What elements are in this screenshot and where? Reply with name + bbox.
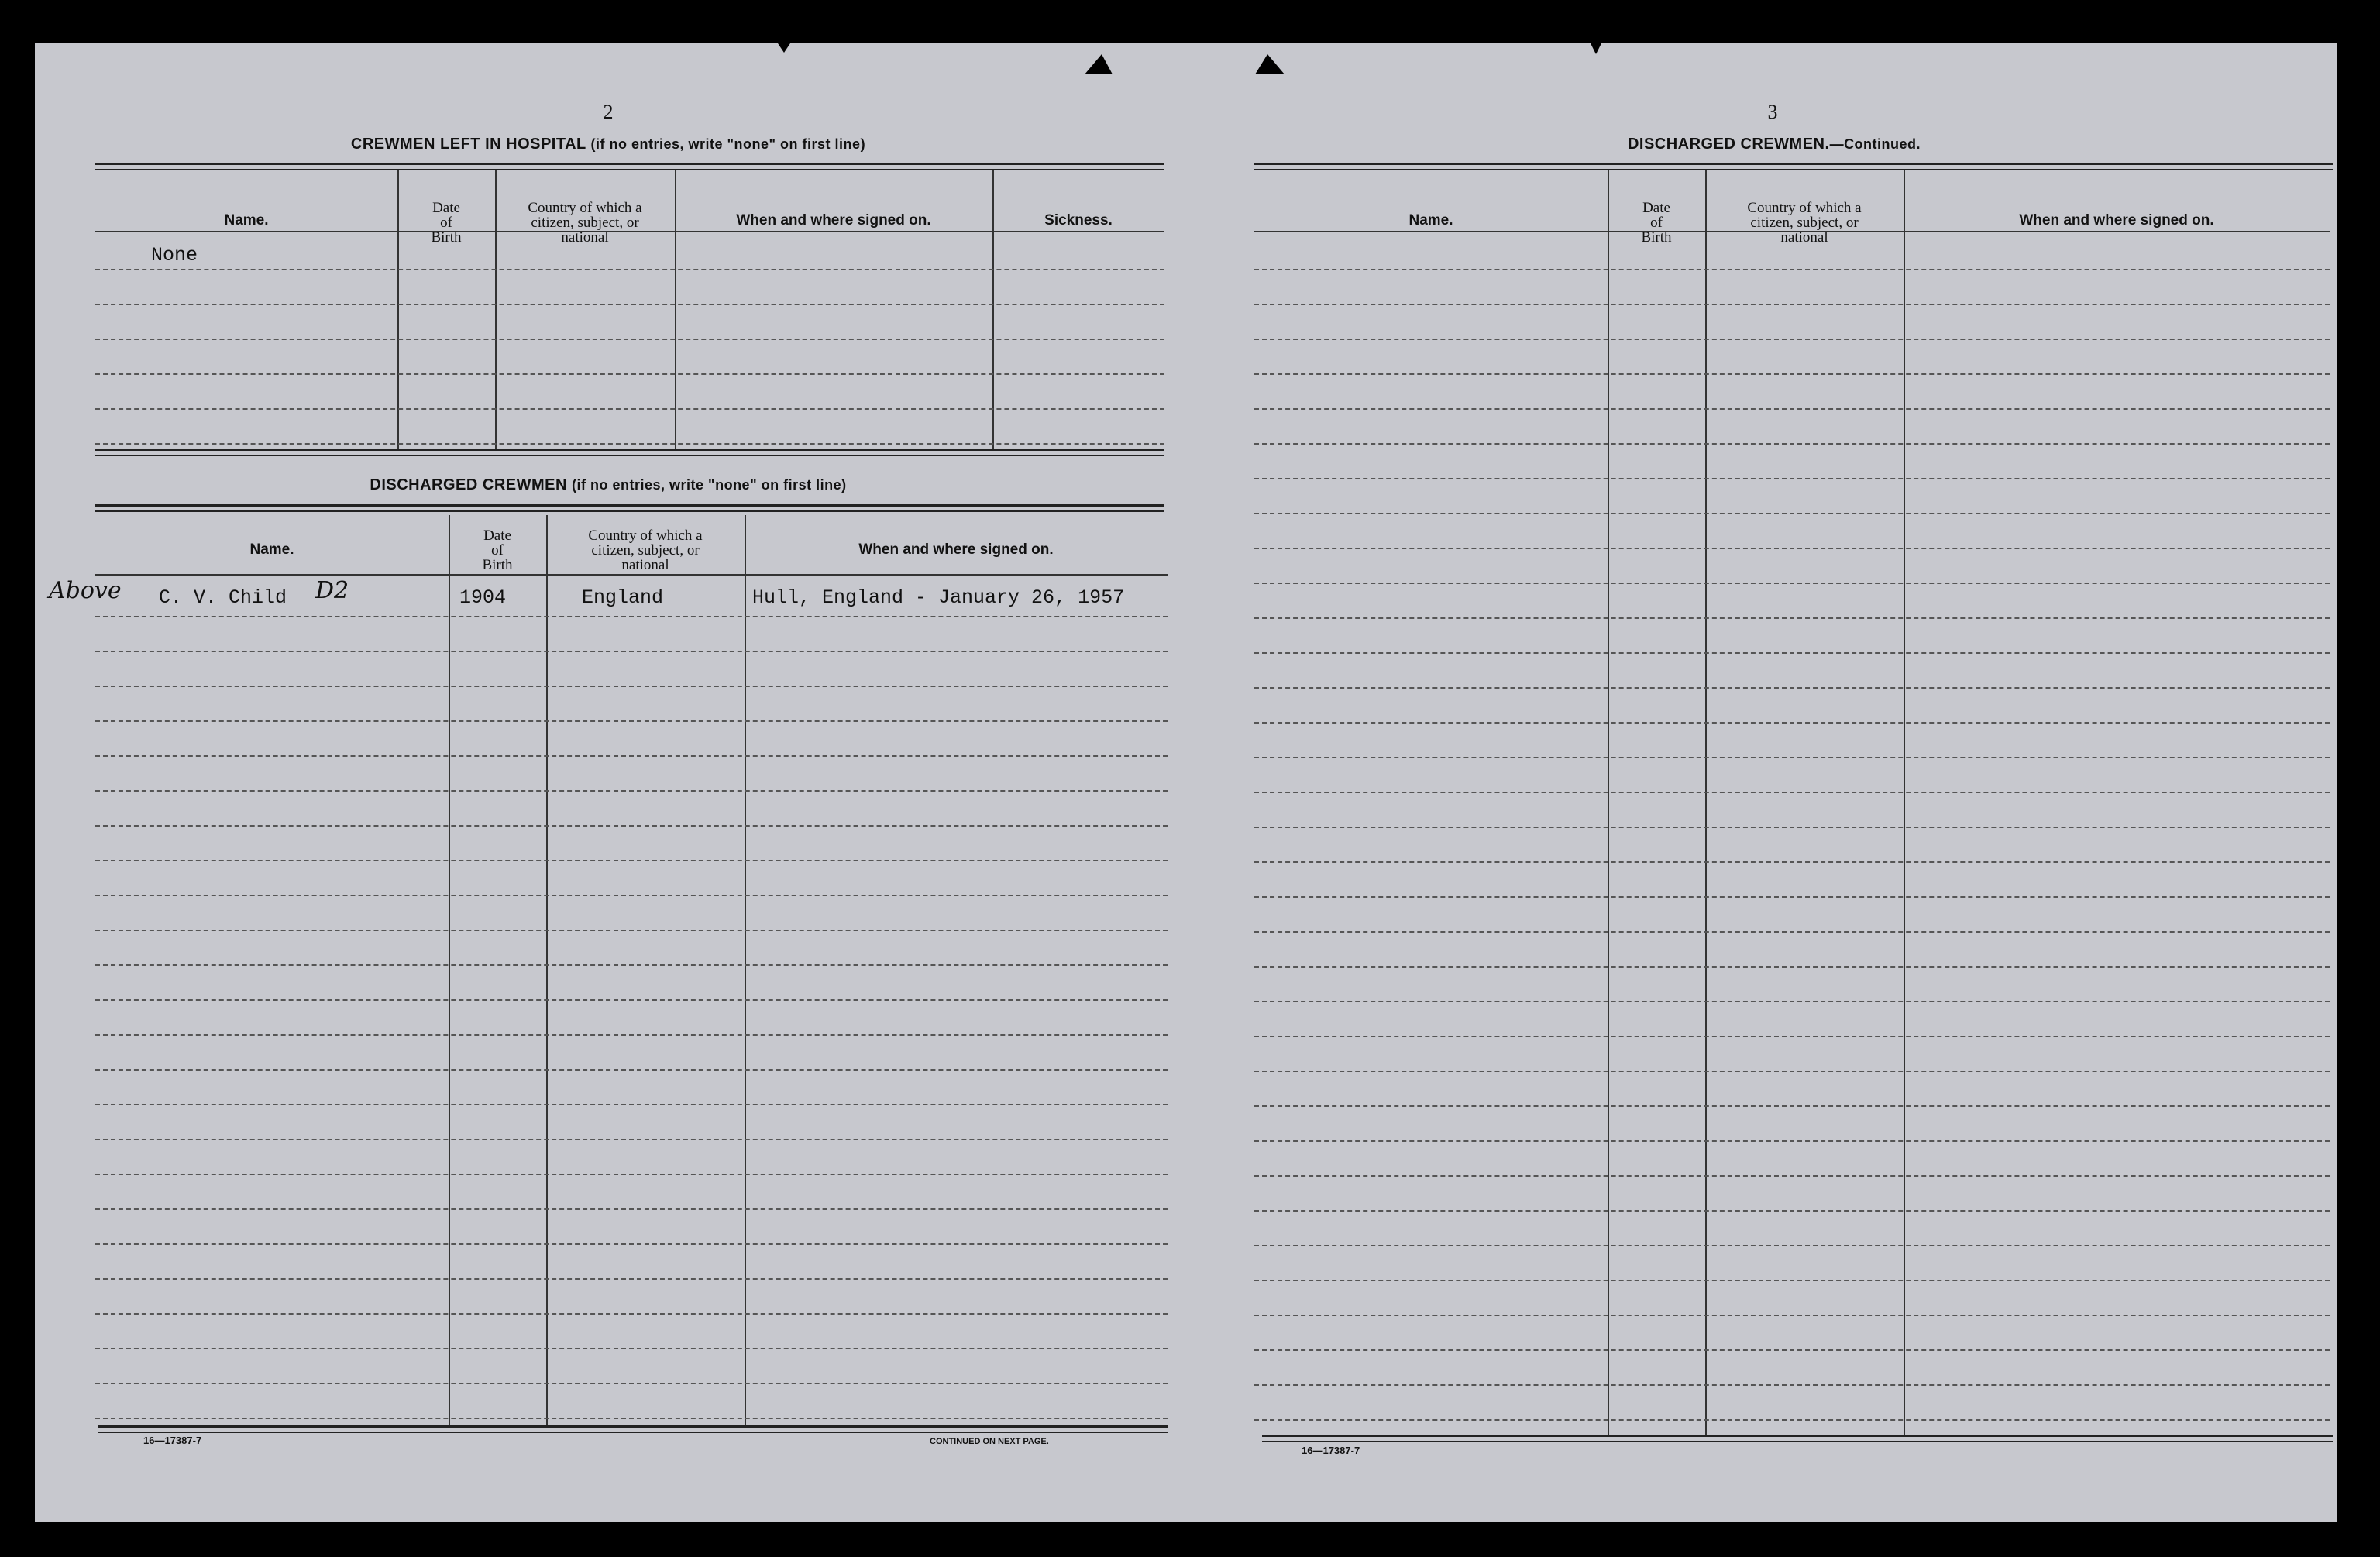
right-top-rule <box>1254 163 2333 165</box>
ruled-row-line <box>95 616 1168 617</box>
ruled-row-line <box>1254 583 2330 584</box>
ruled-row-line <box>95 825 1168 827</box>
ruled-row-line <box>1254 827 2330 828</box>
hospital-title-text: CREWMEN LEFT IN HOSPITAL <box>350 136 586 153</box>
header-country-line2: citizen, subject, or <box>1750 214 1859 231</box>
discharged-instruction: (if no entries, write "none" on first line) <box>572 477 847 493</box>
torn-edge-mark <box>775 39 793 53</box>
right-bottom-rule <box>1262 1435 2333 1437</box>
header-country-line3: national <box>1780 229 1828 246</box>
column-divider <box>992 170 994 449</box>
continued-note: CONTINUED ON NEXT PAGE. <box>930 1437 1049 1446</box>
ruled-row-line <box>95 999 1168 1001</box>
ruled-row-line <box>1254 896 2330 898</box>
discharged-section-title <box>267 476 949 494</box>
header-dob-line1: Date <box>483 527 511 544</box>
ruled-row-line <box>1254 1210 2330 1212</box>
torn-edge-mark <box>1588 39 1604 54</box>
page-number: 2 <box>603 101 614 123</box>
header-country-line2: citizen, subject, or <box>591 541 700 559</box>
ruled-row-line <box>1254 304 2330 305</box>
header-signed-on: When and where signed on. <box>736 212 931 229</box>
ruled-row-line <box>1254 617 2330 619</box>
header-dob-line3: Birth <box>482 556 513 573</box>
ruled-row-line <box>95 1383 1168 1384</box>
ruled-row-line <box>1254 1384 2330 1386</box>
header-signed-on: When and where signed on. <box>858 541 1054 558</box>
torn-edge-mark <box>1255 54 1285 74</box>
ruled-row-line <box>1254 513 2330 514</box>
header-date-of-birth <box>1608 176 1705 269</box>
hospital-first-entry: None <box>151 244 198 266</box>
header-name: Name. <box>1408 212 1453 229</box>
ruled-row-line <box>1254 652 2330 654</box>
ruled-row-line <box>1254 1349 2330 1351</box>
ruled-row-line <box>95 408 1164 410</box>
handwritten-annotation: Above <box>49 577 122 604</box>
header-bottom-rule <box>95 231 1164 232</box>
header-dob-line1: Date <box>1642 199 1670 216</box>
hospital-instruction: (if no entries, write "none" on first line) <box>590 136 866 152</box>
header-dob-line1: Date <box>432 199 460 216</box>
ruled-row-line <box>95 269 1164 270</box>
ruled-row-line <box>1254 931 2330 933</box>
ruled-row-line <box>95 1418 1168 1419</box>
ruled-row-line <box>1254 548 2330 549</box>
hospital-top-rule <box>95 163 1164 165</box>
header-name: Name. <box>224 212 269 229</box>
ruled-row-line <box>95 1243 1168 1245</box>
ruled-row-line <box>95 1104 1168 1105</box>
header-country-line1: Country of which a <box>1747 199 1862 216</box>
torn-edge-mark <box>1085 54 1113 74</box>
ruled-row-line <box>1254 1071 2330 1072</box>
ruled-row-line <box>1254 1001 2330 1002</box>
ruled-row-line <box>95 304 1164 305</box>
ruled-row-line <box>95 686 1168 687</box>
hospital-section-title <box>291 136 926 153</box>
column-divider <box>495 170 497 449</box>
header-name: Name. <box>249 541 294 558</box>
ruled-row-line <box>95 651 1168 652</box>
ruled-row-line <box>95 860 1168 861</box>
ruled-row-line <box>95 1069 1168 1071</box>
ruled-row-line <box>1254 1036 2330 1037</box>
header-dob-line3: Birth <box>431 229 462 246</box>
ruled-row-line <box>1254 861 2330 863</box>
page-number: 3 <box>1767 101 1778 123</box>
column-divider <box>675 170 676 449</box>
header-country-line2: citizen, subject, or <box>531 214 639 231</box>
ruled-row-line <box>1254 408 2330 410</box>
header-dob-line2: of <box>491 541 504 559</box>
ruled-row-line <box>95 443 1164 445</box>
header-bottom-rule <box>1254 231 2330 232</box>
ruled-row-line <box>1254 339 2330 340</box>
ruled-row-line <box>1254 443 2330 445</box>
ruled-row-line <box>95 373 1164 375</box>
crewman-date-of-birth: 1904 <box>459 586 507 609</box>
header-sickness: Sickness. <box>1044 212 1113 229</box>
header-country <box>495 176 675 269</box>
header-country-line1: Country of which a <box>528 199 642 216</box>
ruled-row-line <box>1254 966 2330 968</box>
column-divider <box>397 170 399 449</box>
ruled-row-line <box>95 1348 1168 1349</box>
crewman-name: C. V. Child <box>159 586 287 609</box>
right-title-suffix: —Continued. <box>1829 136 1921 152</box>
header-country <box>1705 176 1904 269</box>
ruled-row-line <box>1254 478 2330 479</box>
ruled-row-line <box>95 790 1168 792</box>
ruled-row-line <box>95 1139 1168 1140</box>
ruled-row-line <box>1254 1315 2330 1316</box>
ruled-row-line <box>1254 1175 2330 1177</box>
crewman-signed-on: Hull, England - January 26, 1957 <box>752 586 1125 609</box>
header-country-line1: Country of which a <box>588 527 703 544</box>
hospital-bottom-rule <box>95 449 1164 451</box>
ruled-row-line <box>1254 1245 2330 1246</box>
ruled-row-line <box>1254 1419 2330 1421</box>
form-number: 16—17387-7 <box>143 1435 202 1446</box>
ruled-row-line <box>95 1174 1168 1175</box>
ruled-row-line <box>1254 269 2330 270</box>
header-date-of-birth <box>397 176 495 269</box>
header-dob-line2: of <box>1650 214 1663 231</box>
discharged-bottom-rule <box>98 1425 1168 1428</box>
discharged-top-rule <box>95 504 1164 507</box>
ruled-row-line <box>95 895 1168 896</box>
ruled-row-line <box>1254 757 2330 758</box>
ruled-row-line <box>95 964 1168 966</box>
ruled-row-line <box>1254 792 2330 793</box>
discharged-title-text: DISCHARGED CREWMEN <box>370 476 567 493</box>
form-number: 16—17387-7 <box>1302 1445 1360 1456</box>
ruled-row-line <box>1254 1140 2330 1142</box>
header-bottom-rule <box>95 574 1168 576</box>
ruled-row-line <box>1254 373 2330 375</box>
ruled-row-line <box>95 930 1168 931</box>
ruled-row-line <box>95 720 1168 722</box>
ruled-row-line <box>95 1208 1168 1210</box>
ruled-row-line <box>1254 1280 2330 1281</box>
handwritten-mark: D2 <box>315 577 349 604</box>
ruled-row-line <box>95 755 1168 757</box>
header-country-line3: national <box>621 556 669 573</box>
crewman-country: England <box>582 586 664 609</box>
header-signed-on: When and where signed on. <box>2019 212 2214 229</box>
header-dob-line3: Birth <box>1641 229 1672 246</box>
right-title-text: DISCHARGED CREWMEN. <box>1627 136 1830 153</box>
ruled-row-line <box>1254 1105 2330 1107</box>
header-country-line3: national <box>561 229 609 246</box>
header-dob-line2: of <box>440 214 452 231</box>
form-sheet <box>35 43 2337 1522</box>
ruled-row-line <box>1254 722 2330 724</box>
ruled-row-line <box>95 1034 1168 1036</box>
ruled-row-line <box>95 339 1164 340</box>
ruled-row-line <box>95 1313 1168 1315</box>
ruled-row-line <box>95 1278 1168 1280</box>
ruled-row-line <box>1254 687 2330 689</box>
right-section-title <box>1491 136 2057 153</box>
